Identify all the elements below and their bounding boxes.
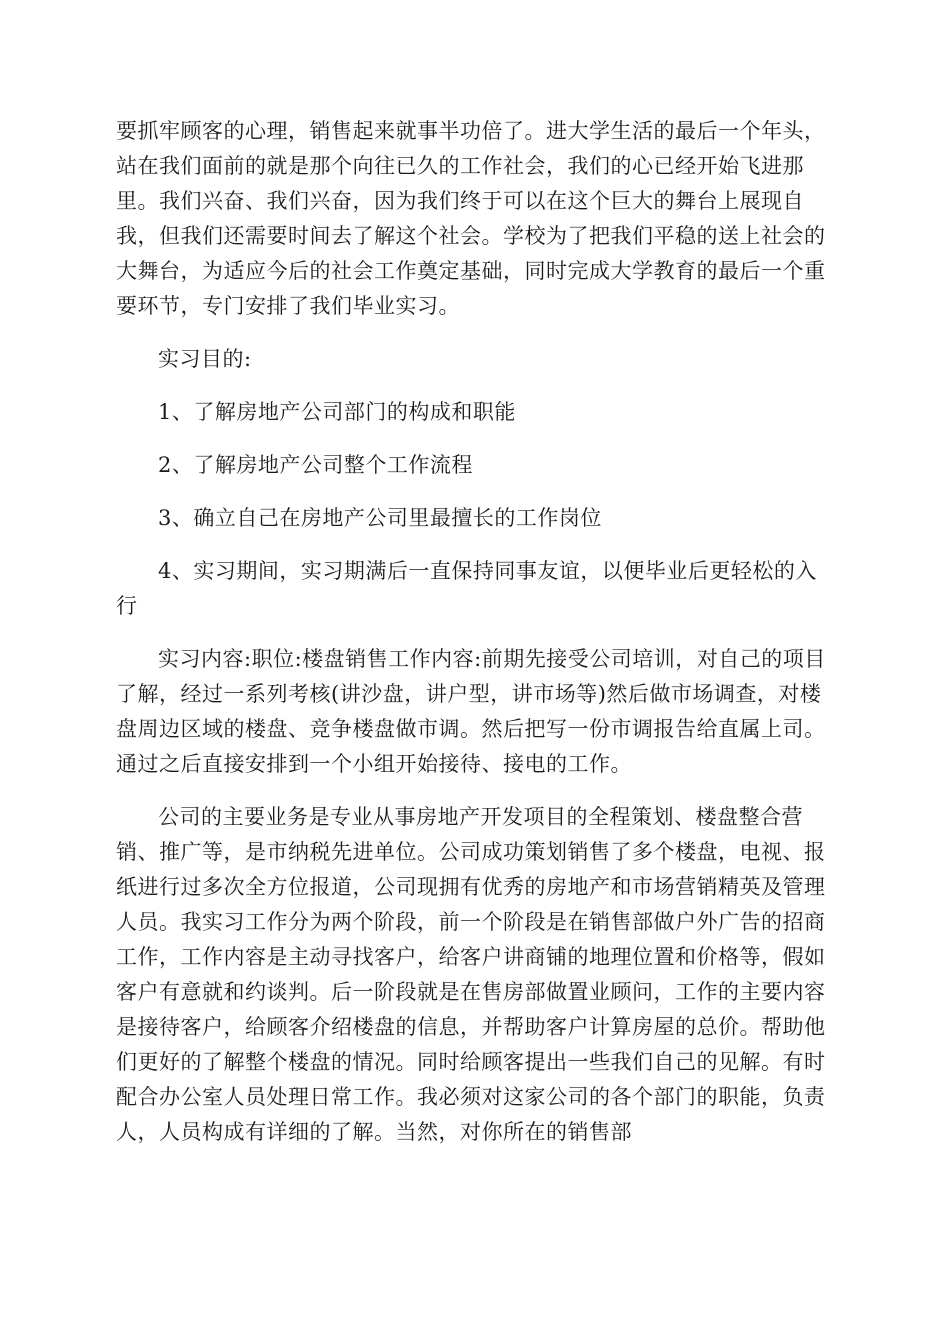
paragraph-content: 实习内容:职位:楼盘销售工作内容:前期先接受公司培训，对自己的项目了解，经过一系列考核(讲沙盘，讲户型，讲市场等)然后做市场调查，对楼盘周边区域的楼盘、竞争楼盘做市调。然后把写一份市调报告给直属上司。通过之后直接安排到一个小组开始接待、接电的工作。 [116, 647, 826, 776]
list-item-purpose-2: 2、了解房地产公司整个工作流程 [158, 453, 473, 477]
paragraph-company: 公司的主要业务是专业从事房地产开发项目的全程策划、楼盘整合营销、推广等，是市纳税先进单位。公司成功策划销售了多个楼盘，电视、报纸进行过多次全方位报道，公司现拥有优秀的房地产和市场营销精英及管理人员。我实习工作分为两个阶段，前一个阶段是在销售部做户外广告的招商工作，工作内容是主动寻找客户，给客户讲商铺的地理位置和价格等，假如客户有意就和约谈判。后一阶段就是在售房部做置业顾问，工作的主要内容是接待客户，给顾客介绍楼盘的信息，并帮助客户计算房屋的总价。帮助他们更好的了解整个楼盘的情况。同时给顾客提出一些我们自己的见解。有时配合办公室人员处理日常工作。我必须对这家公司的各个部门的职能，负责人，人员构成有详细的了解。当然，对你所在的销售部 [116, 805, 826, 1144]
paragraph-intro: 要抓牢顾客的心理，销售起来就事半功倍了。进大学生活的最后一个年头，站在我们面前的就是那个向往已久的工作社会，我们的心已经开始飞进那里。我们兴奋、我们兴奋，因为我们终于可以在这个巨大的舞台上展现自我，但我们还需要时间去了解这个社会。学校为了把我们平稳的送上社会的大舞台，为适应今后的社会工作奠定基础，同时完成大学教育的最后一个重要环节，专门安排了我们毕业实习。 [116, 119, 826, 318]
list-item-purpose-1: 1、了解房地产公司部门的构成和职能 [158, 400, 516, 424]
list-item-purpose-3: 3、确立自己在房地产公司里最擅长的工作岗位 [158, 506, 602, 530]
document-page [116, 114, 836, 1150]
list-item-purpose-4: 4、实习期间，实习期满后一直保持同事友谊，以便毕业后更轻松的入行 [116, 559, 817, 618]
paragraph-purpose-heading: 实习目的: [158, 347, 252, 371]
